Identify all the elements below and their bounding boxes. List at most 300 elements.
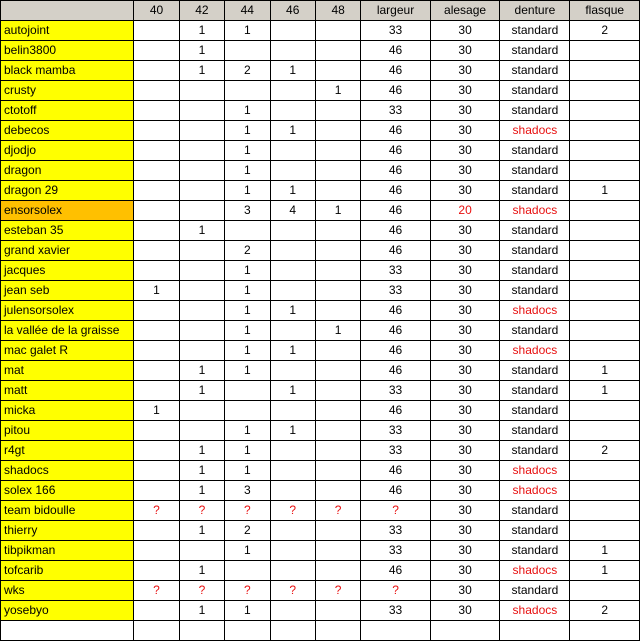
column-header-alesage[interactable]: alesage (430, 1, 500, 21)
cell-denture[interactable]: shadocs (500, 301, 570, 321)
cell-largeur[interactable]: 33 (361, 381, 430, 401)
cell-alesage[interactable]: 30 (430, 161, 500, 181)
cell-40[interactable] (134, 361, 179, 381)
cell-flasque[interactable] (570, 61, 640, 81)
cell-44[interactable]: 1 (225, 321, 270, 341)
cell-flasque[interactable] (570, 421, 640, 441)
cell-denture[interactable]: standard (500, 521, 570, 541)
cell-denture[interactable]: standard (500, 581, 570, 601)
cell-alesage[interactable]: 30 (430, 141, 500, 161)
column-header-44[interactable]: 44 (225, 1, 270, 21)
table-cell[interactable] (500, 621, 570, 641)
cell-denture[interactable]: standard (500, 321, 570, 341)
cell-largeur[interactable]: 46 (361, 361, 430, 381)
cell-largeur[interactable]: 46 (361, 341, 430, 361)
cell-flasque[interactable] (570, 221, 640, 241)
column-header-40[interactable]: 40 (134, 1, 179, 21)
cell-largeur[interactable]: 33 (361, 101, 430, 121)
cell-42[interactable]: 1 (179, 361, 224, 381)
cell-48[interactable] (315, 401, 360, 421)
cell-48[interactable] (315, 241, 360, 261)
cell-alesage[interactable]: 30 (430, 221, 500, 241)
cell-flasque[interactable] (570, 81, 640, 101)
cell-42[interactable]: 1 (179, 521, 224, 541)
cell-48[interactable] (315, 101, 360, 121)
cell-largeur[interactable]: 46 (361, 241, 430, 261)
table-cell[interactable] (361, 621, 430, 641)
cell-alesage[interactable]: 30 (430, 481, 500, 501)
cell-42[interactable] (179, 281, 224, 301)
cell-denture[interactable]: standard (500, 61, 570, 81)
cell-name[interactable]: wks (1, 581, 134, 601)
cell-40[interactable] (134, 481, 179, 501)
cell-40[interactable] (134, 441, 179, 461)
cell-46[interactable] (270, 461, 315, 481)
cell-40[interactable] (134, 201, 179, 221)
cell-46[interactable]: 1 (270, 381, 315, 401)
cell-flasque[interactable]: 1 (570, 561, 640, 581)
cell-name[interactable]: mat (1, 361, 134, 381)
cell-48[interactable] (315, 541, 360, 561)
cell-46[interactable] (270, 241, 315, 261)
cell-48[interactable] (315, 441, 360, 461)
cell-denture[interactable]: standard (500, 241, 570, 261)
cell-largeur[interactable]: 33 (361, 421, 430, 441)
column-header-42[interactable]: 42 (179, 1, 224, 21)
cell-44[interactable]: 1 (225, 361, 270, 381)
cell-40[interactable] (134, 601, 179, 621)
cell-48[interactable] (315, 341, 360, 361)
cell-alesage[interactable]: 30 (430, 181, 500, 201)
cell-42[interactable] (179, 321, 224, 341)
cell-40[interactable] (134, 381, 179, 401)
cell-40[interactable] (134, 41, 179, 61)
table-cell[interactable] (134, 621, 179, 641)
cell-44[interactable] (225, 221, 270, 241)
cell-name[interactable]: shadocs (1, 461, 134, 481)
cell-denture[interactable]: standard (500, 101, 570, 121)
cell-denture[interactable]: standard (500, 141, 570, 161)
cell-44[interactable]: 1 (225, 141, 270, 161)
cell-44[interactable]: 3 (225, 481, 270, 501)
cell-largeur[interactable]: 46 (361, 301, 430, 321)
cell-46[interactable] (270, 321, 315, 341)
cell-48[interactable] (315, 301, 360, 321)
cell-44[interactable]: 1 (225, 181, 270, 201)
cell-largeur[interactable]: 46 (361, 161, 430, 181)
cell-44[interactable]: 1 (225, 101, 270, 121)
cell-40[interactable] (134, 121, 179, 141)
cell-46[interactable] (270, 521, 315, 541)
cell-40[interactable] (134, 181, 179, 201)
cell-44[interactable]: ? (225, 581, 270, 601)
cell-name[interactable]: belin3800 (1, 41, 134, 61)
cell-alesage[interactable]: 30 (430, 301, 500, 321)
cell-40[interactable] (134, 241, 179, 261)
cell-alesage[interactable]: 30 (430, 441, 500, 461)
cell-name[interactable]: tofcarib (1, 561, 134, 581)
cell-44[interactable] (225, 81, 270, 101)
cell-largeur[interactable]: 46 (361, 61, 430, 81)
cell-largeur[interactable]: 46 (361, 321, 430, 341)
cell-44[interactable]: 2 (225, 241, 270, 261)
cell-flasque[interactable] (570, 401, 640, 421)
cell-48[interactable]: 1 (315, 321, 360, 341)
cell-name[interactable]: tibpikman (1, 541, 134, 561)
cell-denture[interactable]: shadocs (500, 561, 570, 581)
cell-40[interactable] (134, 541, 179, 561)
cell-flasque[interactable] (570, 321, 640, 341)
cell-alesage[interactable]: 30 (430, 101, 500, 121)
cell-flasque[interactable]: 1 (570, 541, 640, 561)
cell-46[interactable] (270, 141, 315, 161)
cell-largeur[interactable]: 46 (361, 401, 430, 421)
cell-name[interactable]: autojoint (1, 21, 134, 41)
cell-alesage[interactable]: 30 (430, 401, 500, 421)
cell-alesage[interactable]: 30 (430, 541, 500, 561)
cell-flasque[interactable] (570, 241, 640, 261)
cell-name[interactable]: matt (1, 381, 134, 401)
cell-largeur[interactable]: 33 (361, 441, 430, 461)
cell-40[interactable] (134, 421, 179, 441)
cell-46[interactable]: 1 (270, 421, 315, 441)
cell-denture[interactable]: standard (500, 361, 570, 381)
table-cell[interactable] (570, 621, 640, 641)
cell-denture[interactable]: standard (500, 161, 570, 181)
cell-denture[interactable]: standard (500, 181, 570, 201)
cell-40[interactable] (134, 81, 179, 101)
cell-alesage[interactable]: 30 (430, 41, 500, 61)
cell-flasque[interactable] (570, 261, 640, 281)
column-header-46[interactable]: 46 (270, 1, 315, 21)
cell-42[interactable] (179, 101, 224, 121)
cell-denture[interactable]: standard (500, 401, 570, 421)
cell-name[interactable]: djodjo (1, 141, 134, 161)
cell-denture[interactable]: standard (500, 221, 570, 241)
cell-largeur[interactable]: 46 (361, 481, 430, 501)
cell-40[interactable] (134, 521, 179, 541)
cell-46[interactable] (270, 41, 315, 61)
cell-46[interactable] (270, 601, 315, 621)
cell-denture[interactable]: standard (500, 281, 570, 301)
cell-flasque[interactable] (570, 521, 640, 541)
cell-48[interactable] (315, 41, 360, 61)
cell-46[interactable]: ? (270, 581, 315, 601)
cell-denture[interactable]: standard (500, 441, 570, 461)
cell-46[interactable]: 1 (270, 61, 315, 81)
cell-42[interactable] (179, 261, 224, 281)
cell-44[interactable]: 2 (225, 61, 270, 81)
cell-46[interactable]: 4 (270, 201, 315, 221)
cell-48[interactable] (315, 261, 360, 281)
cell-48[interactable] (315, 361, 360, 381)
cell-46[interactable] (270, 481, 315, 501)
cell-48[interactable] (315, 61, 360, 81)
cell-alesage[interactable]: 30 (430, 81, 500, 101)
cell-48[interactable] (315, 481, 360, 501)
cell-42[interactable]: 1 (179, 461, 224, 481)
cell-alesage[interactable]: 30 (430, 321, 500, 341)
cell-46[interactable] (270, 361, 315, 381)
cell-name[interactable]: crusty (1, 81, 134, 101)
cell-48[interactable] (315, 281, 360, 301)
cell-48[interactable] (315, 121, 360, 141)
cell-alesage[interactable]: 30 (430, 361, 500, 381)
cell-name[interactable]: grand xavier (1, 241, 134, 261)
cell-denture[interactable]: standard (500, 421, 570, 441)
cell-46[interactable] (270, 441, 315, 461)
cell-40[interactable]: 1 (134, 401, 179, 421)
cell-name[interactable]: debecos (1, 121, 134, 141)
cell-42[interactable] (179, 161, 224, 181)
cell-name[interactable]: micka (1, 401, 134, 421)
cell-name[interactable]: esteban 35 (1, 221, 134, 241)
cell-42[interactable] (179, 241, 224, 261)
cell-alesage[interactable]: 30 (430, 121, 500, 141)
cell-48[interactable] (315, 221, 360, 241)
cell-40[interactable]: 1 (134, 281, 179, 301)
cell-48[interactable]: ? (315, 501, 360, 521)
table-cell[interactable] (1, 621, 134, 641)
cell-42[interactable] (179, 181, 224, 201)
cell-name[interactable]: black mamba (1, 61, 134, 81)
column-header-48[interactable]: 48 (315, 1, 360, 21)
cell-denture[interactable]: standard (500, 501, 570, 521)
cell-denture[interactable]: shadocs (500, 481, 570, 501)
cell-42[interactable] (179, 421, 224, 441)
cell-name[interactable]: thierry (1, 521, 134, 541)
cell-alesage[interactable]: 30 (430, 521, 500, 541)
cell-40[interactable] (134, 301, 179, 321)
column-header-largeur[interactable]: largeur (361, 1, 430, 21)
cell-alesage[interactable]: 30 (430, 261, 500, 281)
cell-name[interactable]: jean seb (1, 281, 134, 301)
cell-largeur[interactable]: 46 (361, 561, 430, 581)
cell-48[interactable] (315, 141, 360, 161)
cell-42[interactable] (179, 141, 224, 161)
cell-flasque[interactable] (570, 121, 640, 141)
cell-44[interactable]: 1 (225, 21, 270, 41)
cell-44[interactable] (225, 401, 270, 421)
cell-name[interactable]: la vallée de la graisse (1, 321, 134, 341)
cell-name[interactable]: jacques (1, 261, 134, 281)
cell-42[interactable] (179, 81, 224, 101)
cell-46[interactable]: 1 (270, 341, 315, 361)
cell-flasque[interactable] (570, 161, 640, 181)
cell-44[interactable]: 1 (225, 441, 270, 461)
cell-largeur[interactable]: 46 (361, 201, 430, 221)
cell-flasque[interactable] (570, 581, 640, 601)
cell-alesage[interactable]: 30 (430, 461, 500, 481)
cell-48[interactable] (315, 181, 360, 201)
cell-46[interactable] (270, 541, 315, 561)
cell-42[interactable]: 1 (179, 61, 224, 81)
cell-denture[interactable]: shadocs (500, 461, 570, 481)
cell-46[interactable] (270, 161, 315, 181)
cell-48[interactable] (315, 161, 360, 181)
cell-largeur[interactable]: 46 (361, 41, 430, 61)
cell-name[interactable]: mac galet R (1, 341, 134, 361)
cell-48[interactable] (315, 521, 360, 541)
cell-48[interactable] (315, 601, 360, 621)
cell-40[interactable] (134, 321, 179, 341)
cell-42[interactable] (179, 341, 224, 361)
cell-48[interactable] (315, 561, 360, 581)
cell-denture[interactable]: standard (500, 381, 570, 401)
cell-40[interactable] (134, 101, 179, 121)
cell-40[interactable]: ? (134, 501, 179, 521)
cell-alesage[interactable]: 30 (430, 561, 500, 581)
cell-flasque[interactable]: 1 (570, 181, 640, 201)
cell-alesage[interactable]: 30 (430, 21, 500, 41)
cell-46[interactable] (270, 281, 315, 301)
cell-flasque[interactable] (570, 461, 640, 481)
cell-42[interactable] (179, 541, 224, 561)
cell-42[interactable]: 1 (179, 601, 224, 621)
cell-44[interactable]: 3 (225, 201, 270, 221)
cell-44[interactable]: 1 (225, 601, 270, 621)
cell-largeur[interactable]: 33 (361, 261, 430, 281)
cell-alesage[interactable]: 30 (430, 341, 500, 361)
cell-flasque[interactable]: 2 (570, 601, 640, 621)
cell-denture[interactable]: shadocs (500, 121, 570, 141)
cell-44[interactable]: 1 (225, 161, 270, 181)
cell-flasque[interactable] (570, 201, 640, 221)
cell-40[interactable] (134, 161, 179, 181)
cell-40[interactable] (134, 141, 179, 161)
cell-40[interactable] (134, 61, 179, 81)
cell-largeur[interactable]: 46 (361, 121, 430, 141)
cell-flasque[interactable] (570, 341, 640, 361)
cell-46[interactable] (270, 261, 315, 281)
cell-alesage[interactable]: 30 (430, 601, 500, 621)
cell-largeur[interactable]: 46 (361, 181, 430, 201)
cell-42[interactable]: 1 (179, 21, 224, 41)
cell-40[interactable] (134, 341, 179, 361)
cell-denture[interactable]: standard (500, 81, 570, 101)
cell-flasque[interactable]: 1 (570, 361, 640, 381)
cell-42[interactable]: 1 (179, 221, 224, 241)
cell-alesage[interactable]: 30 (430, 241, 500, 261)
table-cell[interactable] (315, 621, 360, 641)
cell-44[interactable]: 1 (225, 341, 270, 361)
cell-largeur[interactable]: 46 (361, 461, 430, 481)
cell-name[interactable]: dragon (1, 161, 134, 181)
cell-alesage[interactable]: 20 (430, 201, 500, 221)
cell-42[interactable]: 1 (179, 381, 224, 401)
cell-46[interactable]: ? (270, 501, 315, 521)
cell-flasque[interactable] (570, 481, 640, 501)
cell-name[interactable]: r4gt (1, 441, 134, 461)
cell-42[interactable]: 1 (179, 41, 224, 61)
cell-40[interactable] (134, 21, 179, 41)
cell-alesage[interactable]: 30 (430, 421, 500, 441)
cell-name[interactable]: team bidoulle (1, 501, 134, 521)
cell-denture[interactable]: standard (500, 41, 570, 61)
cell-48[interactable] (315, 461, 360, 481)
cell-42[interactable] (179, 121, 224, 141)
cell-40[interactable] (134, 221, 179, 241)
cell-46[interactable]: 1 (270, 181, 315, 201)
cell-44[interactable]: 1 (225, 261, 270, 281)
cell-44[interactable]: 1 (225, 421, 270, 441)
cell-48[interactable] (315, 421, 360, 441)
cell-42[interactable]: 1 (179, 481, 224, 501)
cell-46[interactable]: 1 (270, 301, 315, 321)
cell-name[interactable]: pitou (1, 421, 134, 441)
cell-44[interactable] (225, 561, 270, 581)
cell-42[interactable]: 1 (179, 441, 224, 461)
table-cell[interactable] (430, 621, 500, 641)
cell-largeur[interactable]: 33 (361, 541, 430, 561)
cell-name[interactable]: solex 166 (1, 481, 134, 501)
cell-46[interactable] (270, 81, 315, 101)
cell-40[interactable] (134, 561, 179, 581)
cell-44[interactable] (225, 381, 270, 401)
cell-48[interactable]: ? (315, 581, 360, 601)
cell-40[interactable] (134, 261, 179, 281)
cell-name[interactable]: yosebyo (1, 601, 134, 621)
cell-flasque[interactable]: 1 (570, 381, 640, 401)
cell-name[interactable]: ensorsolex (1, 201, 134, 221)
cell-denture[interactable]: shadocs (500, 201, 570, 221)
cell-48[interactable] (315, 21, 360, 41)
table-cell[interactable] (225, 621, 270, 641)
cell-name[interactable]: ctotoff (1, 101, 134, 121)
cell-flasque[interactable] (570, 41, 640, 61)
cell-largeur[interactable]: 33 (361, 521, 430, 541)
cell-46[interactable]: 1 (270, 121, 315, 141)
cell-flasque[interactable] (570, 141, 640, 161)
cell-largeur[interactable]: 33 (361, 601, 430, 621)
cell-42[interactable]: 1 (179, 561, 224, 581)
cell-largeur[interactable]: 46 (361, 81, 430, 101)
cell-flasque[interactable] (570, 501, 640, 521)
cell-denture[interactable]: standard (500, 541, 570, 561)
cell-40[interactable] (134, 461, 179, 481)
cell-42[interactable]: ? (179, 581, 224, 601)
cell-44[interactable] (225, 41, 270, 61)
cell-largeur[interactable]: ? (361, 581, 430, 601)
cell-alesage[interactable]: 30 (430, 581, 500, 601)
cell-46[interactable] (270, 101, 315, 121)
cell-44[interactable]: 1 (225, 121, 270, 141)
cell-46[interactable] (270, 401, 315, 421)
column-header-name[interactable] (1, 1, 134, 21)
cell-alesage[interactable]: 30 (430, 61, 500, 81)
cell-largeur[interactable]: 33 (361, 21, 430, 41)
cell-46[interactable] (270, 221, 315, 241)
cell-44[interactable]: 1 (225, 301, 270, 321)
column-header-flasque[interactable]: flasque (570, 1, 640, 21)
table-cell[interactable] (179, 621, 224, 641)
cell-flasque[interactable] (570, 101, 640, 121)
cell-42[interactable] (179, 201, 224, 221)
cell-largeur[interactable]: 33 (361, 281, 430, 301)
cell-42[interactable]: ? (179, 501, 224, 521)
column-header-denture[interactable]: denture (500, 1, 570, 21)
cell-flasque[interactable]: 2 (570, 441, 640, 461)
cell-40[interactable]: ? (134, 581, 179, 601)
cell-44[interactable]: 1 (225, 461, 270, 481)
cell-48[interactable]: 1 (315, 81, 360, 101)
cell-42[interactable] (179, 401, 224, 421)
cell-largeur[interactable]: 46 (361, 141, 430, 161)
cell-name[interactable]: dragon 29 (1, 181, 134, 201)
cell-flasque[interactable]: 2 (570, 21, 640, 41)
cell-46[interactable] (270, 21, 315, 41)
cell-alesage[interactable]: 30 (430, 281, 500, 301)
